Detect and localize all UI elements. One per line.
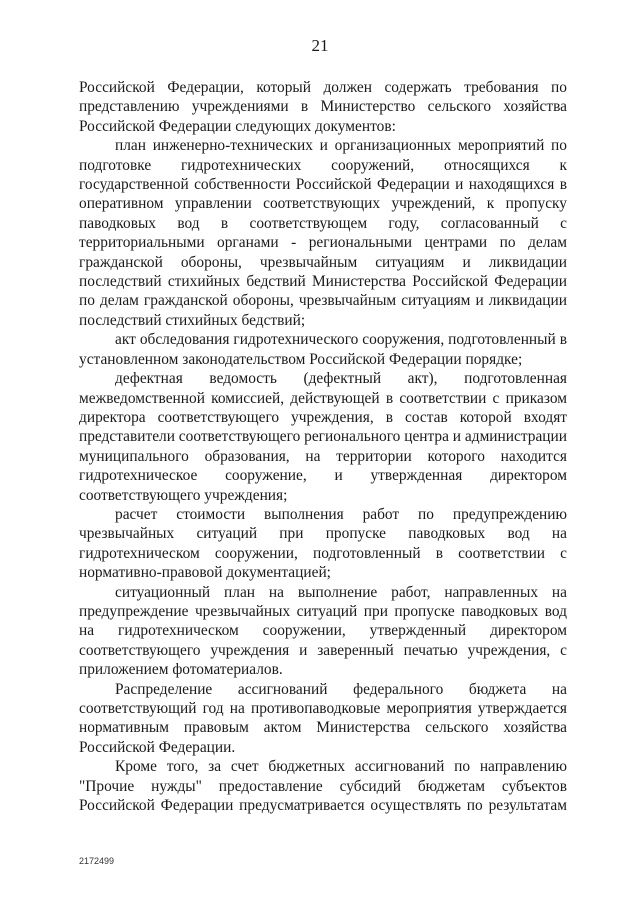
paragraph-6: ситуационный план на выполнение работ, направленных на предупреждение чрезвычайных ситуаций при пропуске паводковых вод на гидротехническом сооружении, утвержденный директором соответствующего учреждения и заверенный печатью учреждения, с приложением фотоматериалов.	[79, 583, 567, 679]
document-code: 2172499	[79, 856, 115, 866]
paragraph-4: дефектная ведомость (дефектный акт), подготовленная межведомственной комиссией, действующей в соответствии с приказом директора соответствующего учреждения, в состав которой входят представители соответствующего регионального центра и администрации муниципального образования, на территории которого находится гидротехническое сооружение, и утвержденная директором соответствующего учреждения;	[79, 370, 567, 504]
paragraph-3: акт обследования гидротехнического сооружения, подготовленный в установленном законодательством Российской Федерации порядке;	[79, 331, 567, 368]
page-number: 21	[311, 36, 329, 55]
paragraph-2: план инженерно-технических и организационных мероприятий по подготовке гидротехнических сооружений, относящихся к государственной собственности Российской Федерации и находящихся в оперативном управлении соответствующих учреждений, к пропуску паводковых вод в соответствующем году, согласованный с территориальными органами - региональными центрами по делам гражданской обороны, чрезвычайным ситуациям и ликвидации последствий стихийных бедствий Министерства Российской Федерации по делам гражданской обороны, чрезвычайным ситуациям и ликвидации последствий стихийных бедствий;	[79, 137, 567, 329]
paragraph-1: Российской Федерации, который должен содержать требования по представлению учреждениями в Министерство сельского хозяйства Российской Федерации следующих документов:	[79, 79, 567, 135]
paragraph-5: расчет стоимости выполнения работ по предупреждению чрезвычайных ситуаций при пропуске паводковых вод на гидротехническом сооружении, подготовленный в соответствии с нормативно-правовой документацией;	[79, 505, 567, 582]
paragraph-8: Кроме того, за счет бюджетных ассигнований по направлению "Прочие нужды" предоставление субсидий бюджетам субъектов Российской Федерации предусматривается осуществлять по результатам	[79, 758, 567, 815]
document-body	[79, 78, 567, 815]
paragraph-7: Распределение ассигнований федерального бюджета на соответствующий год на противопаводковые мероприятия утверждается нормативным правовым актом Министерства сельского хозяйства Российской Федерации.	[79, 680, 567, 756]
